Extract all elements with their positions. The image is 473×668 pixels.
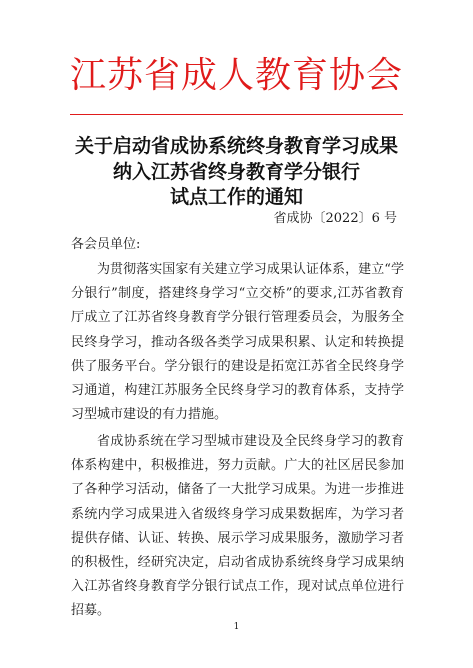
organization-masthead: 江苏省成人教育协会 <box>69 55 403 96</box>
body-paragraph-2: 省成协系统在学习型城市建设及全民终身学习的教育体系构建中，积极推进，努力贡献。广大的社区居民参加了各种学习活动，储备了一大批学习成果。为进一步推进系统内学习成果进入省级终身学习成果数据库，为学习者提供存储、认证、转换、展示学习成果服务，激励学习者的积极性，经研究决定，启动省成协系统终身学习成果纳入江苏省终身教育学分银行试点工作，现对试点单位进行招募。 <box>71 434 404 619</box>
salutation: 各会员单位: <box>71 237 141 252</box>
document-number: 省成协〔2022〕6 号 <box>273 211 397 226</box>
title-line-3: 试点工作的通知 <box>169 186 303 208</box>
body-paragraph-1: 为贯彻落实国家有关建立学习成果认证体系，建立“学分银行”制度，搭建终身学习“立交桥”的要求,江苏省教育厅成立了江苏省终身教育学分银行管理委员会，为服务全民终身学习，推动各级各类学习成果积累、认定和转换提供了服务平台。学分银行的建设是拓宽江苏省全民终身学习通道，构建江苏服务全民终身学习的教育体系，支持学习型城市建设的有力措施。 <box>71 262 404 423</box>
masthead-divider <box>70 114 403 115</box>
title-line-2: 纳入江苏省终身教育学分银行 <box>112 161 360 183</box>
page-number: 1 <box>233 622 240 632</box>
title-line-1: 关于启动省成协系统终身教育学习成果 <box>74 135 398 157</box>
